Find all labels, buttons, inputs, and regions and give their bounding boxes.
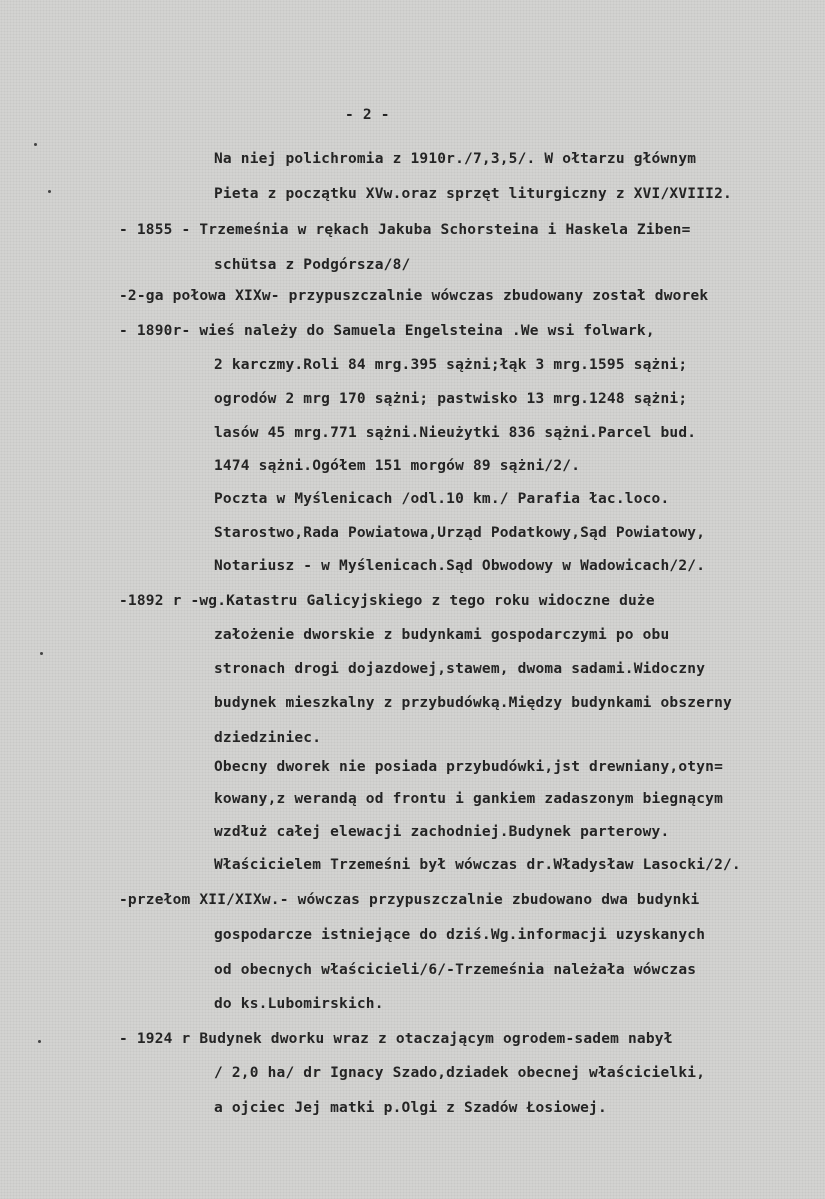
text-line: założenie dworskie z budynkami gospodarczymi po obu	[214, 627, 670, 643]
text-line: -przełom XII/XIXw.- wówczas przypuszczalnie zbudowano dwa budynki	[119, 892, 700, 908]
text-line: dziedziniec.	[214, 730, 322, 746]
margin-speck	[40, 652, 43, 655]
text-line: Poczta w Myślenicach /odl.10 km./ Parafia łac.loco.	[214, 491, 670, 507]
text-line: do ks.Lubomirskich.	[214, 996, 384, 1012]
text-line: / 2,0 ha/ dr Ignacy Szado,dziadek obecnej właścicielki,	[214, 1065, 706, 1081]
text-line: Starostwo,Rada Powiatowa,Urząd Podatkowy,Sąd Powiatowy,	[214, 525, 706, 541]
text-line: a ojciec Jej matki p.Olgi z Szadów Łosiowej.	[214, 1100, 607, 1116]
text-line: lasów 45 mrg.771 sążni.Nieużytki 836 sążni.Parcel bud.	[214, 425, 697, 441]
text-line: Obecny dworek nie posiada przybudówki,jst drewniany,otyn=	[214, 759, 723, 775]
text-line: - 1855 - Trzemeśnia w rękach Jakuba Schorsteina i Haskela Ziben=	[119, 222, 691, 238]
text-line: stronach drogi dojazdowej,stawem, dwoma sadami.Widoczny	[214, 661, 706, 677]
text-line: - 1924 r Budynek dworku wraz z otaczającym ogrodem-sadem nabył	[119, 1031, 673, 1047]
text-line: budynek mieszkalny z przybudówką.Między budynkami obszerny	[214, 695, 732, 711]
text-line: gospodarcze istniejące do dziś.Wg.informacji uzyskanych	[214, 927, 706, 943]
text-line: 2 karczmy.Roli 84 mrg.395 sążni;łąk 3 mrg.1595 sążni;	[214, 357, 688, 373]
text-line: -1892 r -wg.Katastru Galicyjskiego z tego roku widoczne duże	[119, 593, 655, 609]
text-line: kowany,z werandą od frontu i gankiem zadaszonym biegnącym	[214, 791, 723, 807]
text-line: - 1890r- wieś należy do Samuela Engelsteina .We wsi folwark,	[119, 323, 655, 339]
text-line: 1474 sążni.Ogółem 151 morgów 89 sążni/2/.	[214, 458, 581, 474]
text-line: wzdłuż całej elewacji zachodniej.Budynek parterowy.	[214, 824, 670, 840]
text-line: od obecnych właścicieli/6/-Trzemeśnia należała wówczas	[214, 962, 697, 978]
margin-speck	[48, 190, 51, 193]
text-line: Na niej polichromia z 1910r./7,3,5/. W ołtarzu głównym	[214, 151, 697, 167]
text-line: Pieta z początku XVw.oraz sprzęt liturgiczny z XVI/XVIII2.	[214, 186, 732, 202]
text-line: schütsa z Podgórsza/8/	[214, 257, 411, 273]
text-line: ogrodów 2 mrg 170 sążni; pastwisko 13 mrg.1248 sążni;	[214, 391, 688, 407]
text-line: Notariusz - w Myślenicach.Sąd Obwodowy w Wadowicach/2/.	[214, 558, 706, 574]
text-line: -2-ga połowa XIXw- przypuszczalnie wówczas zbudowany został dworek	[119, 288, 709, 304]
margin-speck	[38, 1040, 41, 1043]
text-line: Właścicielem Trzemeśni był wówczas dr.Władysław Lasocki/2/.	[214, 857, 741, 873]
margin-speck	[34, 143, 37, 146]
page-number: - 2 -	[345, 107, 390, 123]
